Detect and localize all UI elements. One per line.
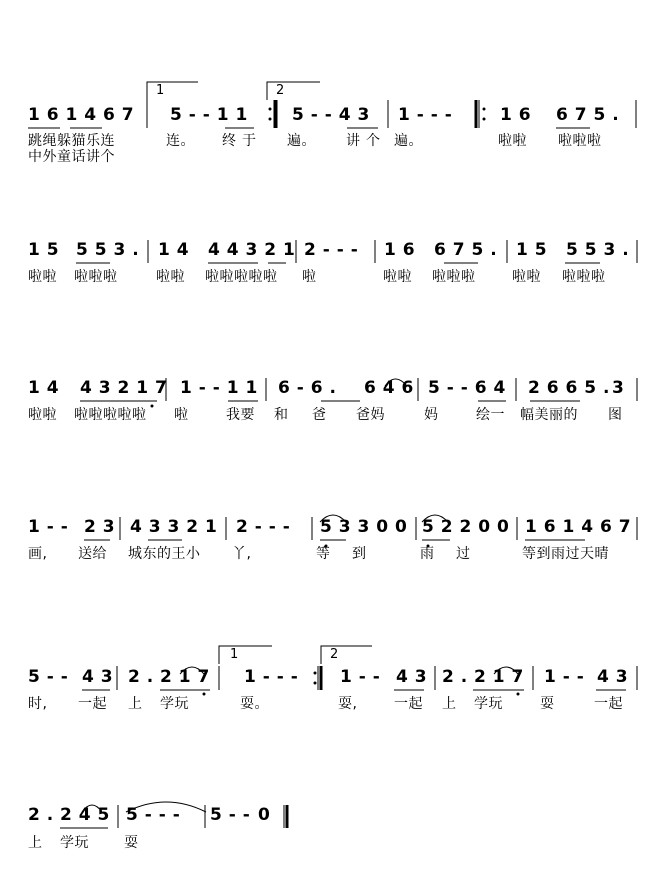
lyric: 遍。 (394, 133, 423, 149)
lyric: 送给 (78, 546, 107, 562)
lyric: 耍 (540, 696, 555, 712)
measure: 4 3 2 1 7 (80, 378, 168, 398)
measure: 5 - - (28, 667, 69, 687)
lyric: 上 (28, 835, 43, 851)
lyric: 啦 (174, 407, 189, 423)
measure: 6 7 5 . (556, 105, 620, 125)
lyric: 啦啦啦啦啦 (205, 269, 278, 285)
lyric: 和 (274, 407, 289, 423)
lyric: 时, (28, 696, 48, 712)
measure: 2 6 6 5 . (528, 378, 610, 398)
lyric: 啦啦 (28, 269, 57, 285)
lyric: 上 (442, 696, 457, 712)
lyric: 妈 (424, 407, 439, 423)
measure: 1 4 (28, 378, 60, 398)
measure: 5 5 3 . (76, 240, 140, 260)
lyric: 幅美丽的 (520, 407, 578, 423)
measure: 5 - - 4 3 (292, 105, 370, 125)
measure: 5 - - - (126, 805, 181, 825)
lyric: 城东的王小 (128, 546, 201, 562)
lyric: 啦啦 (156, 269, 185, 285)
measure: 6 - 6 . (278, 378, 337, 398)
lyric: 到 (352, 546, 367, 562)
lyric: 上 (128, 696, 143, 712)
lyric: 啦啦啦 (432, 269, 476, 285)
lyric: 终于 (222, 133, 262, 149)
volta-label-2: 2 (276, 83, 285, 98)
measure: 2 . (128, 667, 154, 687)
lyric: 啦啦啦 (562, 269, 606, 285)
lyric: 啦啦 (28, 407, 57, 423)
volta-label-1: 1 (230, 647, 239, 662)
measure: 1 - - (544, 667, 585, 687)
lyric: 图 (608, 407, 623, 423)
measure: 6 7 5 . (434, 240, 498, 260)
measure: 1 4 (158, 240, 190, 260)
lyric: 啦啦啦 (74, 269, 118, 285)
lyric: 等 (316, 546, 331, 562)
measure: 0 (258, 805, 271, 825)
measure: 2 1 7 (474, 667, 524, 687)
measure: 3 (612, 378, 625, 398)
lyric: 耍 (124, 835, 139, 851)
measure: 1 - - - (398, 105, 453, 125)
measure: 2 . (28, 805, 54, 825)
lyric: 啦啦 (498, 133, 527, 149)
lyric: 一起 (594, 696, 623, 712)
lyric: 雨 (420, 546, 435, 562)
measure: 4 3 (597, 667, 629, 687)
measure: 4 3 (82, 667, 114, 687)
measure: 2 - - - (236, 517, 291, 537)
measure: 1 6 (500, 105, 532, 125)
measure: 1 6 1 4 6 7 (28, 105, 135, 125)
lyric: 我要 (226, 407, 255, 423)
measure: 1 6 1 4 6 7 (525, 517, 632, 537)
lyric: 跳绳躲猫乐连 (28, 133, 115, 149)
measure: 4 3 (396, 667, 428, 687)
measure: 2 1 7 (160, 667, 210, 687)
measure: 2 - - - (304, 240, 359, 260)
lyric: 一起 (78, 696, 107, 712)
lyric: 一起 (394, 696, 423, 712)
measure: 1 - - - (244, 667, 299, 687)
measure: 2 4 5 (60, 805, 110, 825)
volta-label-1: 1 (156, 83, 165, 98)
measure: 5 3 3 0 0 (320, 517, 408, 537)
lyric: 学玩 (160, 696, 189, 712)
measure: 1 5 (516, 240, 548, 260)
lyric: 啦啦 (383, 269, 412, 285)
lyric: 学玩 (474, 696, 503, 712)
lyric: 耍, (338, 696, 358, 712)
measure: 2 . (442, 667, 468, 687)
lyric: 爸妈 (356, 407, 385, 423)
measure: 5 2 2 0 0 (422, 517, 510, 537)
measure: 1 5 (28, 240, 60, 260)
lyric: 连。 (166, 133, 195, 149)
lyric: 啦啦 (512, 269, 541, 285)
lyric: 讲个 (346, 133, 386, 149)
lyric: 啦啦啦 (558, 133, 602, 149)
measure: 1 - - (28, 517, 69, 537)
measure: 1 - - (340, 667, 381, 687)
measure: 4 3 3 2 1 (130, 517, 218, 537)
lyric: 丫, (232, 546, 252, 562)
measure: 5 - - 1 1 (170, 105, 248, 125)
lyric: 等到雨过天晴 (522, 546, 609, 562)
lyric: 绘一 (476, 407, 505, 423)
measure: 5 - - (210, 805, 251, 825)
measure: 4 4 3 2 1 (208, 240, 296, 260)
measure: 2 3 (84, 517, 116, 537)
measure: 1 - - 1 1 (180, 378, 258, 398)
lyric: 过 (456, 546, 471, 562)
lyric: 啦 (302, 269, 317, 285)
lyric: 啦啦啦啦啦 (74, 407, 147, 423)
lyric: 爸 (312, 407, 327, 423)
lyric: 耍。 (240, 696, 269, 712)
measure: 6 4 6 (364, 378, 414, 398)
measure: 1 6 (384, 240, 416, 260)
lyric: 遍。 (287, 133, 316, 149)
volta-label-2: 2 (330, 647, 339, 662)
measure: 5 5 3 . (566, 240, 630, 260)
lyric: 学玩 (60, 835, 89, 851)
measure: 5 - - 6 4 (428, 378, 506, 398)
lyric: 中外童话讲个 (28, 149, 115, 165)
lyric: 画, (28, 546, 48, 562)
